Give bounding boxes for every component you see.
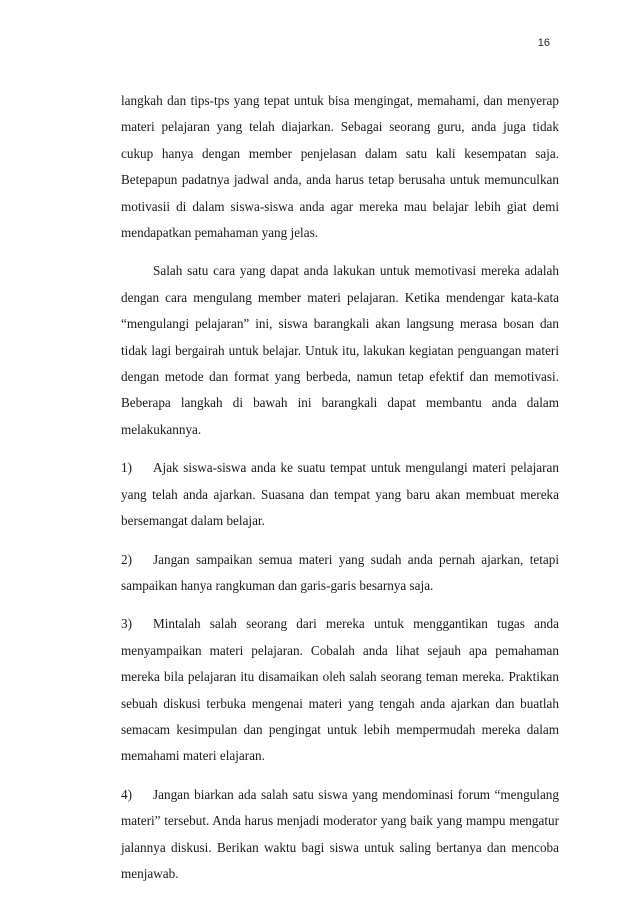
list-item-text: Jangan biarkan ada salah satu siswa yang mendominasi forum “mengulang materi” tersebut. Anda harus menjadi moderator yang baik yang mampu mengatur jalannya diskusi. Berikan waktu bagi siswa untuk saling bertanya dan mencoba menjawab. (121, 786, 559, 881)
page-number: 16 (537, 37, 550, 49)
list-item-3 (121, 611, 559, 769)
list-item-text: Ajak siswa-siswa anda ke suatu tempat untuk mengulangi materi pelajaran yang telah anda ajarkan. Suasana dan tempat yang baru akan membuat mereka bersemangat dalam belajar. (121, 460, 559, 529)
list-item-number: 3) (121, 616, 132, 632)
paragraph-text: langkah dan tips-tps yang tepat untuk bisa mengingat, memahami, dan menyerap materi pelajaran yang telah diajarkan. Sebagai seorang guru, anda juga tidak cukup hanya dengan member penjelasan dalam satu kali kesempatan saja. Betepapun padatnya jadwal anda, anda harus tetap berusaha untuk memunculkan motivasii di dalam siswa-siswa anda agar mereka mau belajar lebih giat demi mendapatkan pemahaman yang jelas. (121, 93, 559, 241)
list-item-2 (121, 547, 559, 600)
list-item-number: 2) (121, 551, 132, 567)
list-item-number: 1) (121, 460, 132, 476)
paragraph-motivation (121, 258, 559, 443)
paragraph-continuation (121, 88, 559, 246)
list-item-text: Jangan sampaikan semua materi yang sudah anda pernah ajarkan, tetapi sampaikan hanya rangkuman dan garis-garis besarnya saja. (121, 551, 559, 593)
list-item-text: Mintalah salah seorang dari mereka untuk menggantikan tugas anda menyampaikan materi pelajaran. Cobalah anda lihat sejauh apa pemahaman mereka bila pelajaran itu disamaikan oleh salah seorang teman mereka. Praktikan sebuah diskusi terbuka mengenai materi yang tengah anda ajarkan dan buatlah semacam kesimpulan dan pengingat untuk lebih mempermudah mereka dalam memahami materi elajaran. (121, 616, 559, 764)
list-item-1 (121, 455, 559, 534)
page-body (121, 88, 559, 887)
paragraph-text: Salah satu cara yang dapat anda lakukan untuk memotivasi mereka adalah dengan cara mengulang member materi pelajaran. Ketika mendengar kata-kata “mengulangi pelajaran” ini, siswa barangkali akan langsung merasa bosan dan tidak lagi bergairah untuk belajar. Untuk itu, lakukan kegiatan penguangan materi dengan metode dan format yang berbeda, namun tetap efektif dan memotivasi. Beberapa langkah di bawah ini barangkali dapat membantu anda dalam melakukannya. (121, 263, 559, 437)
list-item-number: 4) (121, 786, 132, 802)
list-item-4 (121, 782, 559, 888)
